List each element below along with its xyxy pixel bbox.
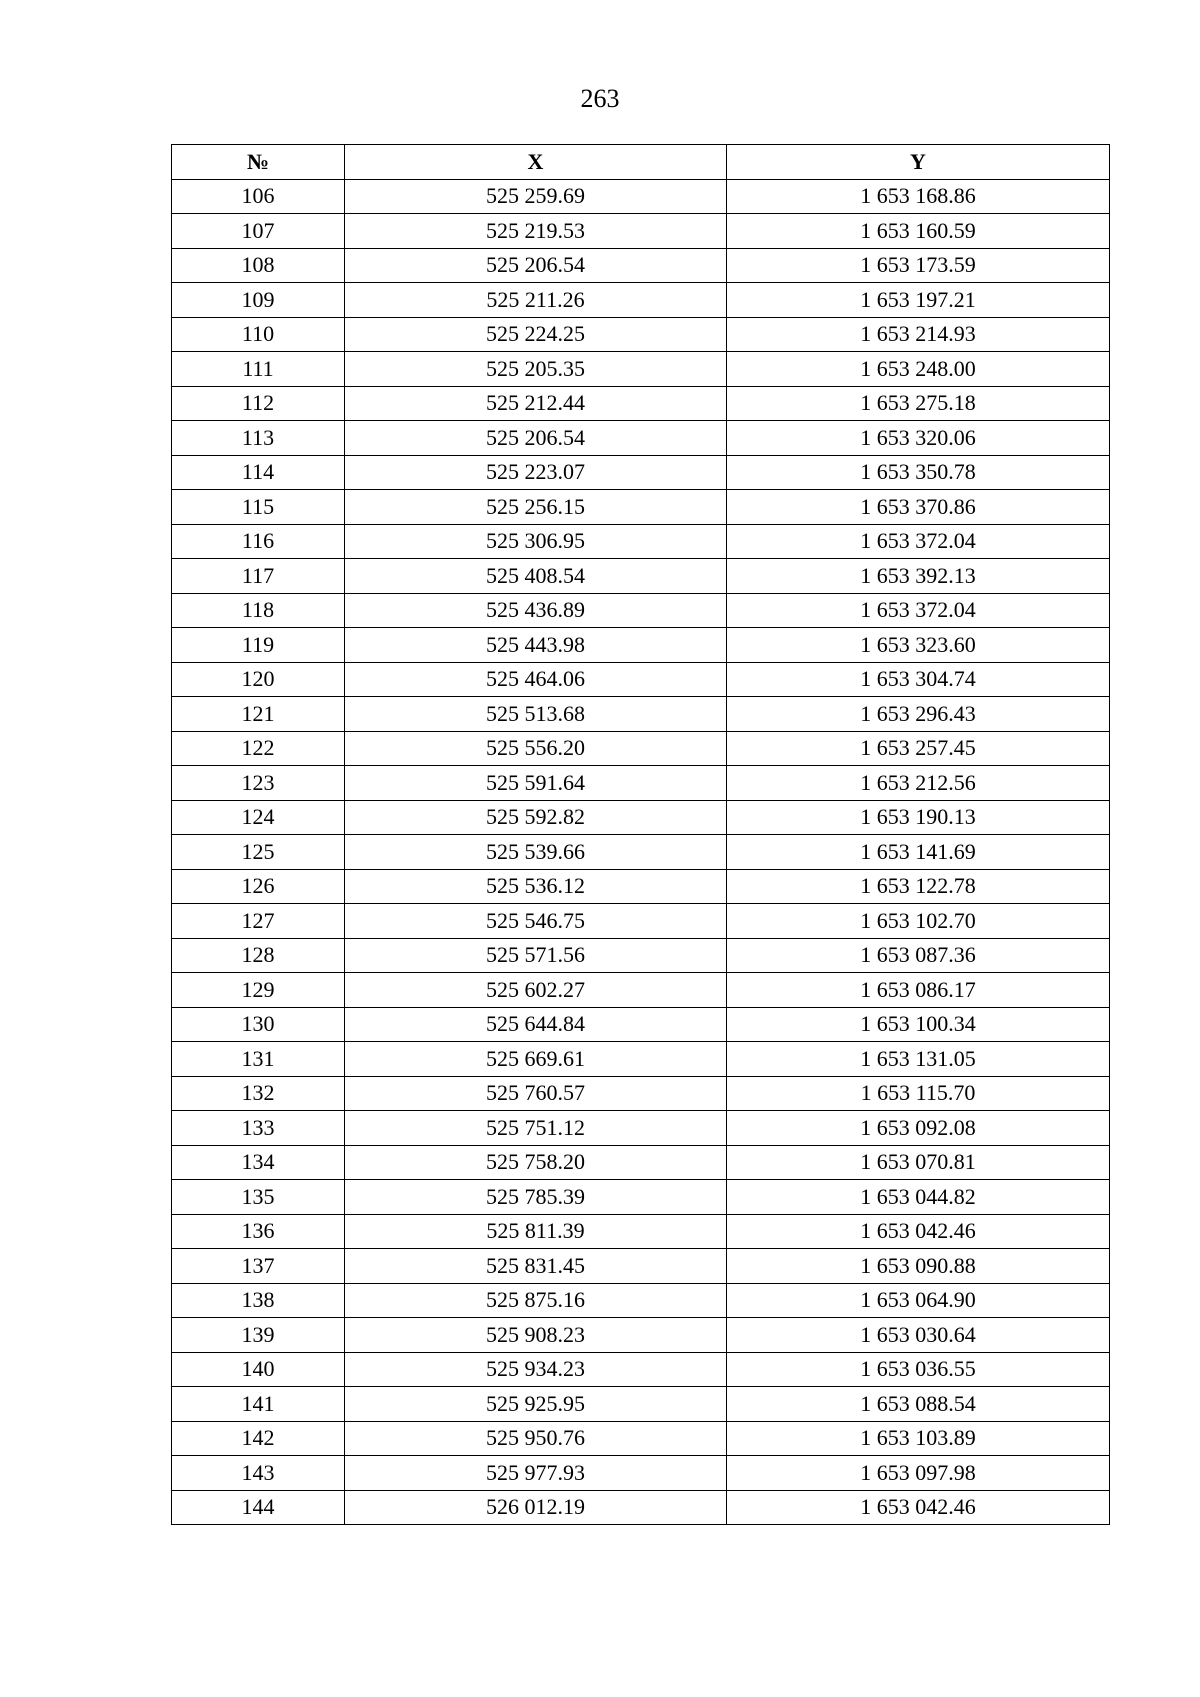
y-coordinate-cell: 1 653 100.34 [727, 1007, 1110, 1042]
y-coordinate-cell: 1 653 042.46 [727, 1214, 1110, 1249]
point-number-cell: 129 [172, 973, 345, 1008]
table-row [172, 697, 1110, 732]
x-coordinate-cell: 525 224.25 [345, 317, 727, 352]
table-row [172, 524, 1110, 559]
y-coordinate-cell: 1 653 190.13 [727, 800, 1110, 835]
x-coordinate-cell: 525 950.76 [345, 1421, 727, 1456]
x-coordinate-cell: 525 259.69 [345, 179, 727, 214]
table-row [172, 800, 1110, 835]
y-coordinate-cell: 1 653 372.04 [727, 593, 1110, 628]
x-coordinate-cell: 525 875.16 [345, 1283, 727, 1318]
table-row [172, 455, 1110, 490]
y-coordinate-cell: 1 653 102.70 [727, 904, 1110, 939]
point-number-cell: 117 [172, 559, 345, 594]
point-number-cell: 126 [172, 869, 345, 904]
point-number-cell: 113 [172, 421, 345, 456]
x-coordinate-cell: 525 539.66 [345, 835, 727, 870]
x-coordinate-cell: 525 206.54 [345, 248, 727, 283]
table-header-row [172, 145, 1110, 180]
point-number-cell: 142 [172, 1421, 345, 1456]
table-row [172, 1076, 1110, 1111]
table-row [172, 1387, 1110, 1422]
point-number-cell: 132 [172, 1076, 345, 1111]
table-row [172, 1421, 1110, 1456]
y-coordinate-cell: 1 653 160.59 [727, 214, 1110, 249]
x-coordinate-cell: 525 205.35 [345, 352, 727, 387]
point-number-cell: 139 [172, 1318, 345, 1353]
table-row [172, 490, 1110, 525]
x-coordinate-cell: 525 591.64 [345, 766, 727, 801]
y-coordinate-cell: 1 653 070.81 [727, 1145, 1110, 1180]
y-coordinate-cell: 1 653 141.69 [727, 835, 1110, 870]
x-coordinate-cell: 525 908.23 [345, 1318, 727, 1353]
x-coordinate-cell: 525 513.68 [345, 697, 727, 732]
y-coordinate-cell: 1 653 168.86 [727, 179, 1110, 214]
point-number-cell: 128 [172, 938, 345, 973]
x-coordinate-cell: 525 256.15 [345, 490, 727, 525]
table-row [172, 1214, 1110, 1249]
point-number-cell: 110 [172, 317, 345, 352]
x-coordinate-cell: 525 602.27 [345, 973, 727, 1008]
x-coordinate-cell: 525 925.95 [345, 1387, 727, 1422]
x-coordinate-cell: 525 644.84 [345, 1007, 727, 1042]
y-coordinate-cell: 1 653 248.00 [727, 352, 1110, 387]
point-number-cell: 111 [172, 352, 345, 387]
y-coordinate-cell: 1 653 122.78 [727, 869, 1110, 904]
y-coordinate-cell: 1 653 088.54 [727, 1387, 1110, 1422]
point-number-cell: 138 [172, 1283, 345, 1318]
table-row [172, 973, 1110, 1008]
table-row [172, 662, 1110, 697]
point-number-cell: 137 [172, 1249, 345, 1284]
point-number-cell: 143 [172, 1456, 345, 1491]
point-number-cell: 141 [172, 1387, 345, 1422]
table-body [172, 179, 1110, 1525]
table-row [172, 283, 1110, 318]
y-coordinate-cell: 1 653 042.46 [727, 1490, 1110, 1525]
coordinates-table [171, 144, 1110, 1525]
y-coordinate-cell: 1 653 350.78 [727, 455, 1110, 490]
point-number-cell: 140 [172, 1352, 345, 1387]
y-coordinate-cell: 1 653 372.04 [727, 524, 1110, 559]
point-number-cell: 116 [172, 524, 345, 559]
table-row [172, 179, 1110, 214]
point-number-cell: 124 [172, 800, 345, 835]
y-coordinate-cell: 1 653 064.90 [727, 1283, 1110, 1318]
x-coordinate-cell: 525 811.39 [345, 1214, 727, 1249]
x-coordinate-cell: 525 546.75 [345, 904, 727, 939]
x-coordinate-cell: 525 751.12 [345, 1111, 727, 1146]
table-row [172, 1042, 1110, 1077]
table-row [172, 938, 1110, 973]
table-row [172, 1145, 1110, 1180]
y-coordinate-cell: 1 653 092.08 [727, 1111, 1110, 1146]
y-coordinate-cell: 1 653 214.93 [727, 317, 1110, 352]
y-coordinate-cell: 1 653 030.64 [727, 1318, 1110, 1353]
table-row [172, 317, 1110, 352]
column-header-x: X [345, 145, 727, 180]
table-row [172, 248, 1110, 283]
y-coordinate-cell: 1 653 323.60 [727, 628, 1110, 663]
point-number-cell: 112 [172, 386, 345, 421]
x-coordinate-cell: 525 408.54 [345, 559, 727, 594]
x-coordinate-cell: 525 831.45 [345, 1249, 727, 1284]
x-coordinate-cell: 525 223.07 [345, 455, 727, 490]
point-number-cell: 106 [172, 179, 345, 214]
table-row [172, 421, 1110, 456]
table-row [172, 593, 1110, 628]
point-number-cell: 121 [172, 697, 345, 732]
x-coordinate-cell: 525 934.23 [345, 1352, 727, 1387]
point-number-cell: 118 [172, 593, 345, 628]
table-row [172, 731, 1110, 766]
y-coordinate-cell: 1 653 370.86 [727, 490, 1110, 525]
table-row [172, 386, 1110, 421]
x-coordinate-cell: 525 436.89 [345, 593, 727, 628]
y-coordinate-cell: 1 653 320.06 [727, 421, 1110, 456]
table-row [172, 1283, 1110, 1318]
table-row [172, 835, 1110, 870]
x-coordinate-cell: 525 592.82 [345, 800, 727, 835]
point-number-cell: 114 [172, 455, 345, 490]
x-coordinate-cell: 525 758.20 [345, 1145, 727, 1180]
y-coordinate-cell: 1 653 097.98 [727, 1456, 1110, 1491]
table-row [172, 869, 1110, 904]
y-coordinate-cell: 1 653 087.36 [727, 938, 1110, 973]
y-coordinate-cell: 1 653 296.43 [727, 697, 1110, 732]
table-row [172, 1318, 1110, 1353]
point-number-cell: 133 [172, 1111, 345, 1146]
y-coordinate-cell: 1 653 197.21 [727, 283, 1110, 318]
point-number-cell: 120 [172, 662, 345, 697]
table-row [172, 559, 1110, 594]
x-coordinate-cell: 525 219.53 [345, 214, 727, 249]
point-number-cell: 144 [172, 1490, 345, 1525]
point-number-cell: 115 [172, 490, 345, 525]
table-row [172, 1249, 1110, 1284]
table-row [172, 766, 1110, 801]
y-coordinate-cell: 1 653 173.59 [727, 248, 1110, 283]
x-coordinate-cell: 525 536.12 [345, 869, 727, 904]
x-coordinate-cell: 525 443.98 [345, 628, 727, 663]
y-coordinate-cell: 1 653 086.17 [727, 973, 1110, 1008]
point-number-cell: 109 [172, 283, 345, 318]
point-number-cell: 107 [172, 214, 345, 249]
y-coordinate-cell: 1 653 257.45 [727, 731, 1110, 766]
point-number-cell: 108 [172, 248, 345, 283]
point-number-cell: 134 [172, 1145, 345, 1180]
table-row [172, 352, 1110, 387]
point-number-cell: 131 [172, 1042, 345, 1077]
column-header-y: Y [727, 145, 1110, 180]
y-coordinate-cell: 1 653 131.05 [727, 1042, 1110, 1077]
point-number-cell: 130 [172, 1007, 345, 1042]
y-coordinate-cell: 1 653 036.55 [727, 1352, 1110, 1387]
y-coordinate-cell: 1 653 304.74 [727, 662, 1110, 697]
y-coordinate-cell: 1 653 212.56 [727, 766, 1110, 801]
point-number-cell: 127 [172, 904, 345, 939]
table-row [172, 1111, 1110, 1146]
x-coordinate-cell: 526 012.19 [345, 1490, 727, 1525]
table-row [172, 628, 1110, 663]
point-number-cell: 123 [172, 766, 345, 801]
table-row [172, 1352, 1110, 1387]
table-row [172, 1180, 1110, 1215]
x-coordinate-cell: 525 206.54 [345, 421, 727, 456]
table-row [172, 1456, 1110, 1491]
x-coordinate-cell: 525 306.95 [345, 524, 727, 559]
y-coordinate-cell: 1 653 115.70 [727, 1076, 1110, 1111]
column-header-number: № [172, 145, 345, 180]
point-number-cell: 122 [172, 731, 345, 766]
y-coordinate-cell: 1 653 103.89 [727, 1421, 1110, 1456]
y-coordinate-cell: 1 653 275.18 [727, 386, 1110, 421]
point-number-cell: 136 [172, 1214, 345, 1249]
x-coordinate-cell: 525 760.57 [345, 1076, 727, 1111]
x-coordinate-cell: 525 211.26 [345, 283, 727, 318]
x-coordinate-cell: 525 571.56 [345, 938, 727, 973]
y-coordinate-cell: 1 653 090.88 [727, 1249, 1110, 1284]
point-number-cell: 125 [172, 835, 345, 870]
x-coordinate-cell: 525 464.06 [345, 662, 727, 697]
table-row [172, 1490, 1110, 1525]
x-coordinate-cell: 525 556.20 [345, 731, 727, 766]
x-coordinate-cell: 525 785.39 [345, 1180, 727, 1215]
y-coordinate-cell: 1 653 392.13 [727, 559, 1110, 594]
x-coordinate-cell: 525 669.61 [345, 1042, 727, 1077]
table-row [172, 1007, 1110, 1042]
x-coordinate-cell: 525 977.93 [345, 1456, 727, 1491]
point-number-cell: 135 [172, 1180, 345, 1215]
table-row [172, 214, 1110, 249]
y-coordinate-cell: 1 653 044.82 [727, 1180, 1110, 1215]
x-coordinate-cell: 525 212.44 [345, 386, 727, 421]
page-number: 263 [580, 84, 620, 113]
point-number-cell: 119 [172, 628, 345, 663]
table-row [172, 904, 1110, 939]
